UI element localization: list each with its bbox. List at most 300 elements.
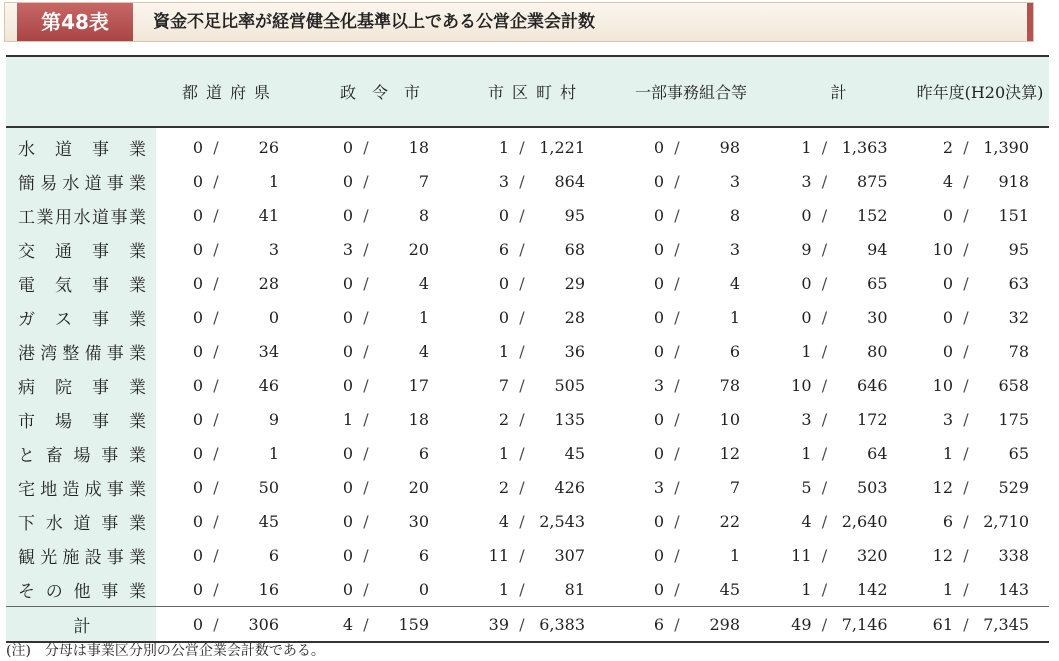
denominator-value: 45 — [258, 511, 279, 531]
fraction-separator: / — [519, 205, 525, 225]
fraction-separator: / — [674, 171, 680, 191]
value-cell — [911, 607, 1049, 643]
numerator-value: 10 — [932, 375, 953, 395]
numerator-value: 12 — [932, 545, 953, 565]
fraction-separator: / — [963, 614, 969, 634]
fraction-separator: / — [674, 579, 680, 599]
value-cell — [766, 572, 911, 607]
value-cell — [456, 402, 616, 436]
denominator-value: 646 — [856, 375, 888, 395]
value-cell — [456, 538, 616, 572]
denominator-value: 306 — [248, 614, 279, 634]
value-cell — [304, 127, 456, 164]
column-header: 昨年度(H20決算) — [911, 56, 1049, 127]
numerator-value: 0 — [192, 171, 203, 191]
numerator-value: 11 — [791, 545, 812, 565]
numerator-value: 0 — [653, 239, 664, 259]
table-header-bar — [4, 2, 1034, 42]
value-cell — [304, 538, 456, 572]
value-cell — [156, 436, 304, 470]
table-row — [6, 198, 1049, 232]
row-label: 電気事業 — [6, 266, 156, 300]
numerator-value: 1 — [942, 443, 953, 463]
denominator-value: 3 — [729, 239, 740, 259]
numerator-value: 0 — [192, 205, 203, 225]
fraction-separator: / — [674, 341, 680, 361]
value-cell — [616, 504, 766, 538]
denominator-value: 864 — [554, 171, 585, 191]
total-row — [6, 607, 1049, 643]
fraction-separator: / — [821, 545, 828, 565]
row-label: 計 — [6, 607, 156, 643]
denominator-value: 30 — [408, 511, 429, 531]
numerator-value: 0 — [192, 545, 203, 565]
numerator-value: 0 — [653, 443, 664, 463]
denominator-value: 45 — [564, 443, 585, 463]
numerator-value: 0 — [942, 341, 953, 361]
value-cell — [911, 470, 1049, 504]
value-cell — [616, 368, 766, 402]
value-cell — [616, 607, 766, 643]
fraction-separator: / — [821, 409, 828, 429]
denominator-value: 16 — [258, 579, 279, 599]
numerator-value: 4 — [498, 511, 509, 531]
fraction-separator: / — [519, 409, 525, 429]
fraction-separator: / — [519, 511, 525, 531]
fraction-separator: / — [963, 409, 969, 429]
column-header: 都道府県 — [156, 56, 304, 127]
value-cell — [766, 164, 911, 198]
value-cell — [304, 368, 456, 402]
fraction-separator: / — [363, 171, 369, 191]
denominator-value: 6 — [418, 443, 429, 463]
numerator-value: 0 — [342, 443, 353, 463]
value-cell — [911, 402, 1049, 436]
numerator-value: 0 — [342, 307, 353, 327]
denominator-value: 4 — [729, 273, 740, 293]
fraction-separator: / — [963, 579, 969, 599]
fraction-separator: / — [363, 239, 369, 259]
value-cell — [911, 198, 1049, 232]
denominator-value: 28 — [258, 273, 279, 293]
denominator-value: 2,640 — [841, 511, 888, 531]
fraction-separator: / — [674, 443, 680, 463]
data-table-container — [6, 55, 1049, 643]
value-cell — [766, 232, 911, 266]
value-cell — [304, 504, 456, 538]
table-row — [6, 368, 1049, 402]
denominator-value: 3 — [268, 239, 279, 259]
value-cell — [766, 402, 911, 436]
numerator-value: 0 — [192, 614, 203, 634]
denominator-value: 8 — [418, 205, 429, 225]
value-cell — [156, 300, 304, 334]
denominator-value: 307 — [554, 545, 585, 565]
value-cell — [616, 232, 766, 266]
denominator-value: 4 — [418, 341, 429, 361]
value-cell — [456, 164, 616, 198]
denominator-value: 95 — [564, 205, 585, 225]
fraction-separator: / — [363, 614, 369, 634]
table-row — [6, 504, 1049, 538]
denominator-value: 78 — [1008, 341, 1029, 361]
denominator-value: 918 — [998, 171, 1029, 191]
denominator-value: 1,221 — [539, 137, 585, 157]
fraction-separator: / — [519, 477, 525, 497]
value-cell — [766, 266, 911, 300]
denominator-value: 20 — [408, 477, 429, 497]
numerator-value: 3 — [653, 375, 664, 395]
fraction-separator: / — [963, 137, 969, 157]
denominator-value: 78 — [719, 375, 740, 395]
value-cell — [156, 127, 304, 164]
value-cell — [156, 572, 304, 607]
denominator-value: 50 — [258, 477, 279, 497]
numerator-value: 0 — [192, 239, 203, 259]
denominator-value: 68 — [564, 239, 585, 259]
fraction-separator: / — [213, 579, 219, 599]
table-title: 資金不足比率が経営健全化基準以上である公営企業会計数 — [153, 12, 595, 32]
fraction-separator: / — [963, 171, 969, 191]
numerator-value: 3 — [653, 477, 664, 497]
column-header: 政 令 市 — [304, 56, 456, 127]
numerator-value: 1 — [801, 579, 812, 599]
fraction-separator: / — [674, 614, 680, 634]
numerator-value: 0 — [342, 375, 353, 395]
fraction-separator: / — [821, 477, 828, 497]
fraction-separator: / — [363, 477, 369, 497]
footnote: (注) 分母は事業区分別の公営企業会計数である。 — [6, 643, 325, 659]
fraction-separator: / — [821, 273, 828, 293]
value-cell — [456, 334, 616, 368]
value-cell — [616, 436, 766, 470]
denominator-value: 34 — [258, 341, 279, 361]
fraction-separator: / — [963, 477, 969, 497]
numerator-value: 4 — [342, 614, 353, 634]
table-row — [6, 164, 1049, 198]
value-cell — [156, 164, 304, 198]
denominator-value: 1 — [729, 545, 740, 565]
value-cell — [766, 198, 911, 232]
fraction-separator: / — [963, 307, 969, 327]
fraction-separator: / — [674, 137, 680, 157]
denominator-value: 18 — [408, 137, 429, 157]
fraction-separator: / — [363, 307, 369, 327]
fraction-separator: / — [821, 511, 828, 531]
value-cell — [616, 127, 766, 164]
fraction-separator: / — [519, 273, 525, 293]
value-cell — [911, 266, 1049, 300]
numerator-value: 0 — [342, 171, 353, 191]
row-label: 工業用水道事業 — [6, 198, 156, 232]
numerator-value: 0 — [653, 273, 664, 293]
value-cell — [456, 504, 616, 538]
numerator-value: 0 — [653, 545, 664, 565]
denominator-value: 65 — [867, 273, 888, 293]
numerator-value: 1 — [801, 341, 812, 361]
value-cell — [456, 232, 616, 266]
value-cell — [156, 470, 304, 504]
denominator-value: 20 — [408, 239, 429, 259]
fraction-separator: / — [963, 341, 969, 361]
fraction-separator: / — [674, 477, 680, 497]
denominator-value: 7,345 — [983, 614, 1029, 634]
table-row — [6, 436, 1049, 470]
value-cell — [156, 266, 304, 300]
denominator-value: 151 — [998, 205, 1029, 225]
numerator-value: 2 — [498, 477, 509, 497]
table-row — [6, 402, 1049, 436]
denominator-value: 4 — [418, 273, 429, 293]
fraction-separator: / — [363, 375, 369, 395]
fraction-separator: / — [363, 205, 369, 225]
numerator-value: 0 — [653, 205, 664, 225]
corner-cell — [6, 56, 156, 127]
fraction-separator: / — [963, 545, 969, 565]
table-row — [6, 572, 1049, 607]
row-label: と畜場事業 — [6, 436, 156, 470]
value-cell — [304, 300, 456, 334]
numerator-value: 12 — [932, 477, 953, 497]
denominator-value: 1,390 — [983, 137, 1029, 157]
value-cell — [304, 164, 456, 198]
value-cell — [766, 368, 911, 402]
numerator-value: 0 — [498, 205, 509, 225]
denominator-value: 0 — [418, 579, 429, 599]
numerator-value: 0 — [801, 307, 812, 327]
fraction-separator: / — [363, 511, 369, 531]
table-row — [6, 300, 1049, 334]
denominator-value: 95 — [1008, 239, 1029, 259]
denominator-value: 46 — [258, 375, 279, 395]
value-cell — [456, 300, 616, 334]
numerator-value: 0 — [653, 341, 664, 361]
denominator-value: 1 — [418, 307, 429, 327]
denominator-value: 12 — [719, 443, 740, 463]
numerator-value: 0 — [192, 341, 203, 361]
numerator-value: 0 — [192, 137, 203, 157]
value-cell — [156, 538, 304, 572]
data-table — [6, 55, 1049, 643]
numerator-value: 0 — [342, 511, 353, 531]
denominator-value: 30 — [867, 307, 888, 327]
numerator-value: 0 — [653, 171, 664, 191]
numerator-value: 0 — [942, 273, 953, 293]
numerator-value: 5 — [801, 477, 812, 497]
fraction-separator: / — [674, 205, 680, 225]
numerator-value: 1 — [498, 137, 509, 157]
denominator-value: 8 — [729, 205, 740, 225]
fraction-separator: / — [213, 375, 219, 395]
value-cell — [766, 300, 911, 334]
value-cell — [304, 572, 456, 607]
value-cell — [616, 402, 766, 436]
value-cell — [156, 402, 304, 436]
value-cell — [766, 470, 911, 504]
value-cell — [456, 607, 616, 643]
fraction-separator: / — [363, 545, 369, 565]
value-cell — [304, 198, 456, 232]
numerator-value: 0 — [801, 273, 812, 293]
denominator-value: 159 — [398, 614, 429, 634]
value-cell — [456, 266, 616, 300]
row-label: 水道事業 — [6, 127, 156, 164]
fraction-separator: / — [821, 205, 828, 225]
denominator-value: 98 — [719, 137, 740, 157]
fraction-separator: / — [213, 205, 219, 225]
fraction-separator: / — [519, 579, 525, 599]
fraction-separator: / — [674, 307, 680, 327]
numerator-value: 1 — [342, 409, 353, 429]
denominator-value: 9 — [268, 409, 279, 429]
fraction-separator: / — [821, 443, 828, 463]
table-row — [6, 232, 1049, 266]
value-cell — [616, 538, 766, 572]
fraction-separator: / — [213, 341, 219, 361]
table-body — [6, 127, 1049, 642]
fraction-separator: / — [213, 171, 219, 191]
value-cell — [304, 470, 456, 504]
numerator-value: 1 — [801, 443, 812, 463]
fraction-separator: / — [821, 375, 828, 395]
numerator-value: 0 — [653, 511, 664, 531]
denominator-value: 2,710 — [983, 511, 1029, 531]
fraction-separator: / — [674, 375, 680, 395]
value-cell — [156, 504, 304, 538]
fraction-separator: / — [363, 341, 369, 361]
value-cell — [911, 334, 1049, 368]
value-cell — [456, 368, 616, 402]
fraction-separator: / — [213, 477, 219, 497]
fraction-separator: / — [213, 137, 219, 157]
fraction-separator: / — [963, 239, 969, 259]
numerator-value: 0 — [342, 273, 353, 293]
fraction-separator: / — [213, 545, 219, 565]
fraction-separator: / — [363, 137, 369, 157]
value-cell — [911, 232, 1049, 266]
fraction-separator: / — [363, 443, 369, 463]
denominator-value: 10 — [719, 409, 740, 429]
fraction-separator: / — [821, 341, 828, 361]
numerator-value: 0 — [801, 205, 812, 225]
numerator-value: 2 — [942, 137, 953, 157]
value-cell — [156, 368, 304, 402]
fraction-separator: / — [821, 579, 828, 599]
numerator-value: 0 — [653, 307, 664, 327]
row-label: 港湾整備事業 — [6, 334, 156, 368]
denominator-value: 6 — [268, 545, 279, 565]
numerator-value: 1 — [498, 443, 509, 463]
denominator-value: 6 — [729, 341, 740, 361]
column-header: 計 — [766, 56, 911, 127]
row-label: 観光施設事業 — [6, 538, 156, 572]
header-accent-bar — [1027, 3, 1033, 41]
table-number-label: 第48表 — [17, 3, 133, 41]
table-row — [6, 538, 1049, 572]
numerator-value: 2 — [498, 409, 509, 429]
value-cell — [304, 266, 456, 300]
fraction-separator: / — [963, 375, 969, 395]
numerator-value: 0 — [192, 477, 203, 497]
fraction-separator: / — [674, 545, 680, 565]
denominator-value: 0 — [268, 307, 279, 327]
numerator-value: 10 — [932, 239, 953, 259]
fraction-separator: / — [363, 409, 369, 429]
denominator-value: 503 — [856, 477, 888, 497]
numerator-value: 49 — [791, 614, 812, 634]
value-cell — [456, 436, 616, 470]
fraction-separator: / — [963, 443, 969, 463]
value-cell — [156, 198, 304, 232]
denominator-value: 65 — [1008, 443, 1029, 463]
numerator-value: 0 — [342, 205, 353, 225]
numerator-value: 61 — [932, 614, 953, 634]
denominator-value: 143 — [998, 579, 1029, 599]
value-cell — [616, 198, 766, 232]
fraction-separator: / — [363, 273, 369, 293]
denominator-value: 7 — [729, 477, 740, 497]
value-cell — [616, 266, 766, 300]
value-cell — [911, 504, 1049, 538]
numerator-value: 39 — [488, 614, 509, 634]
numerator-value: 0 — [498, 273, 509, 293]
fraction-separator: / — [963, 273, 969, 293]
fraction-separator: / — [519, 137, 525, 157]
numerator-value: 0 — [342, 137, 353, 157]
numerator-value: 3 — [942, 409, 953, 429]
value-cell — [456, 572, 616, 607]
numerator-value: 0 — [192, 375, 203, 395]
value-cell — [304, 402, 456, 436]
denominator-value: 172 — [856, 409, 888, 429]
numerator-value: 0 — [192, 443, 203, 463]
fraction-separator: / — [213, 511, 219, 531]
fraction-separator: / — [821, 239, 828, 259]
value-cell — [911, 436, 1049, 470]
value-cell — [766, 436, 911, 470]
numerator-value: 0 — [342, 579, 353, 599]
numerator-value: 3 — [498, 171, 509, 191]
numerator-value: 7 — [498, 375, 509, 395]
row-label: その他事業 — [6, 572, 156, 607]
denominator-value: 64 — [867, 443, 888, 463]
value-cell — [156, 334, 304, 368]
numerator-value: 0 — [653, 137, 664, 157]
fraction-separator: / — [821, 137, 828, 157]
numerator-value: 10 — [791, 375, 812, 395]
denominator-value: 875 — [856, 171, 888, 191]
table-row — [6, 266, 1049, 300]
fraction-separator: / — [519, 375, 525, 395]
row-label: 交通事業 — [6, 232, 156, 266]
numerator-value: 3 — [801, 409, 812, 429]
fraction-separator: / — [519, 307, 525, 327]
value-cell — [911, 368, 1049, 402]
numerator-value: 0 — [653, 409, 664, 429]
numerator-value: 0 — [653, 579, 664, 599]
value-cell — [766, 607, 911, 643]
numerator-value: 6 — [498, 239, 509, 259]
denominator-value: 175 — [998, 409, 1029, 429]
value-cell — [616, 572, 766, 607]
value-cell — [304, 334, 456, 368]
value-cell — [616, 300, 766, 334]
value-cell — [911, 300, 1049, 334]
fraction-separator: / — [963, 205, 969, 225]
denominator-value: 29 — [564, 273, 585, 293]
numerator-value: 9 — [801, 239, 812, 259]
denominator-value: 2,543 — [539, 511, 585, 531]
